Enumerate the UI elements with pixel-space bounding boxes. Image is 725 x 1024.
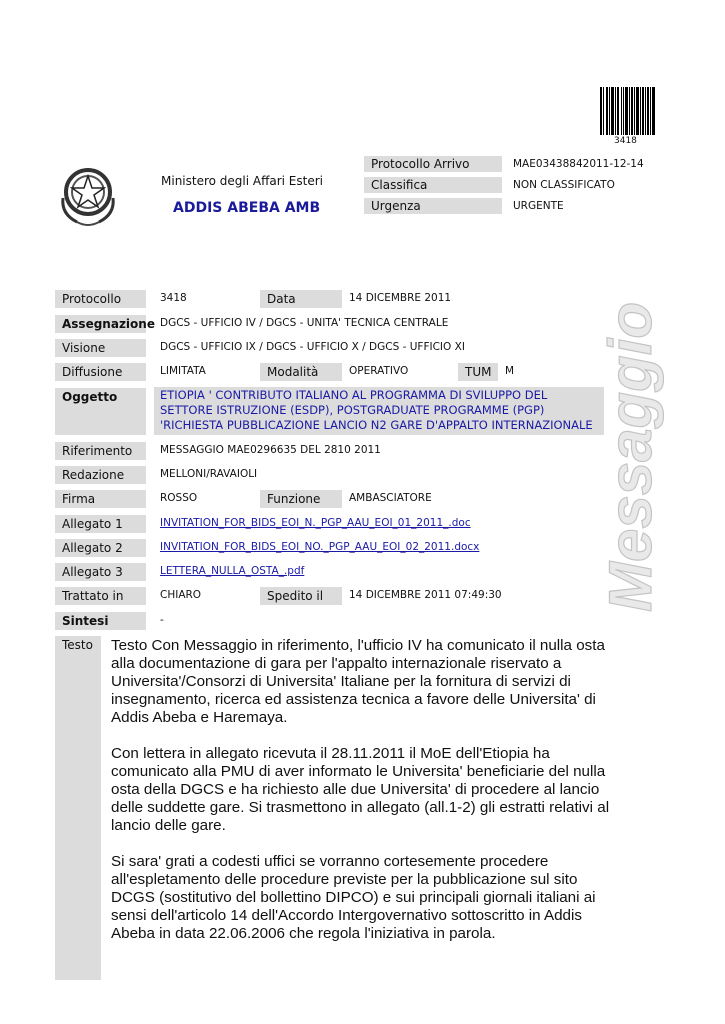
urgenza-label: Urgenza (364, 198, 502, 214)
message-paragraph-1: Testo Con Messaggio in riferimento, l'ufficio IV ha comunicato il nulla osta alla documentazione di gara per l'appalto internazionale riservato a Universita'/Consorzi di Universita' Italiane per la fornitura di servizi di insegnamento, ricerca ed assistenza tecnica a favore delle Universita' di Addis Abeba e Haremaya. (111, 637, 605, 726)
tum-value: M (505, 365, 515, 377)
data-label: Data (260, 290, 342, 308)
protocollo-label: Protocollo (55, 290, 146, 308)
classifica-label: Classifica (364, 177, 502, 193)
firma-value: ROSSO (160, 492, 198, 504)
oggetto-value: ETIOPIA ' CONTRIBUTO ITALIANO AL PROGRAMMA DI SVILUPPO DEL SETTORE ISTRUZIONE (ESDP), POSTGRADUATE PROGRAMME (PGP) 'RICHIESTA PUBBLICAZIONE LANCIO N2 GARE D'APPALTO INTERNAZIONALE (154, 387, 604, 435)
allegato-2-link[interactable]: INVITATION_FOR_BIDS_EOI_NO._PGP_AAU_EOI_02_2011.docx (160, 541, 480, 553)
protocollo-arrivo-value: MAE03438842011-12-14 (513, 158, 644, 170)
redazione-value: MELLONI/RAVAIOLI (160, 468, 258, 480)
modalita-label: Modalità (260, 363, 342, 381)
tum-label: TUM (458, 363, 498, 381)
diffusione-value: LIMITATA (160, 365, 206, 377)
redazione-label: Redazione (55, 466, 146, 484)
modalita-value: OPERATIVO (349, 365, 409, 377)
urgenza-value: URGENTE (513, 200, 564, 212)
visione-label: Visione (55, 339, 146, 357)
message-paragraph-2: Con lettera in allegato ricevuta il 28.11.2011 il MoE dell'Etiopia ha comunicato alla PMU di aver informato le Universita' beneficiarie del nulla osta della DGCS e ha richiesto alle due Universita' di procedere al lancio delle suddette gare. Si trasmettono in allegato (all.1-2) gli estratti relativi al lancio delle gare. (111, 745, 610, 834)
assegnazione-value: DGCS - UFFICIO IV / DGCS - UNITA' TECNICA CENTRALE (160, 317, 449, 329)
barcode-number: 3418 (614, 136, 637, 146)
sintesi-label: Sintesi (55, 612, 146, 630)
riferimento-label: Riferimento (55, 442, 146, 460)
barcode-icon (600, 87, 656, 135)
spedito-label: Spedito il (260, 587, 342, 605)
funzione-label: Funzione (260, 490, 342, 508)
protocollo-arrivo-label: Protocollo Arrivo (364, 156, 502, 172)
watermark-text: Messaggio (597, 301, 664, 612)
testo-sidebar (55, 636, 101, 980)
protocollo-value: 3418 (160, 292, 187, 304)
trattato-label: Trattato in (55, 587, 146, 605)
ministry-name: Ministero degli Affari Esteri (161, 174, 323, 188)
sintesi-value: - (160, 614, 164, 626)
barcode (600, 87, 656, 135)
visione-value: DGCS - UFFICIO IX / DGCS - UFFICIO X / DGCS - UFFICIO XI (160, 341, 465, 353)
messaggio-watermark (555, 290, 685, 620)
testo-label: Testo (62, 638, 93, 652)
allegato-1-link[interactable]: INVITATION_FOR_BIDS_EOI_N._PGP_AAU_EOI_01_2011_.doc (160, 517, 471, 529)
spedito-value: 14 DICEMBRE 2011 07:49:30 (349, 589, 502, 601)
allegato-2-label: Allegato 2 (55, 539, 146, 557)
firma-label: Firma (55, 490, 146, 508)
trattato-value: CHIARO (160, 589, 202, 601)
allegato-3-label: Allegato 3 (55, 563, 146, 581)
italian-republic-emblem-icon (57, 162, 119, 228)
oggetto-label: Oggetto (55, 388, 146, 435)
allegato-3-link[interactable]: LETTERA_NULLA_OSTA_.pdf (160, 565, 305, 577)
message-paragraph-3: Si sara' grati a codesti uffici se vorranno cortesemente procedere all'espletamento delle procedure previste per la pubblicazione sul sito DCGS (sostitutivo del bollettino DIPCO) e sui principali giornali italiani ai sensi dell'articolo 14 dell'Accordo Intergovernativo sottoscritto in Addis Abeba in data 22.06.2006 che regola l'iniziativa in parola. (111, 853, 596, 942)
office-name: ADDIS ABEBA AMB (173, 200, 321, 216)
message-body (111, 637, 611, 961)
allegato-1-label: Allegato 1 (55, 515, 146, 533)
classifica-value: NON CLASSIFICATO (513, 179, 615, 191)
diffusione-label: Diffusione (55, 363, 146, 381)
riferimento-value: MESSAGGIO MAE0296635 DEL 2810 2011 (160, 444, 381, 456)
data-value: 14 DICEMBRE 2011 (349, 292, 452, 304)
assegnazione-label: Assegnazione (55, 315, 146, 333)
funzione-value: AMBASCIATORE (349, 492, 432, 504)
